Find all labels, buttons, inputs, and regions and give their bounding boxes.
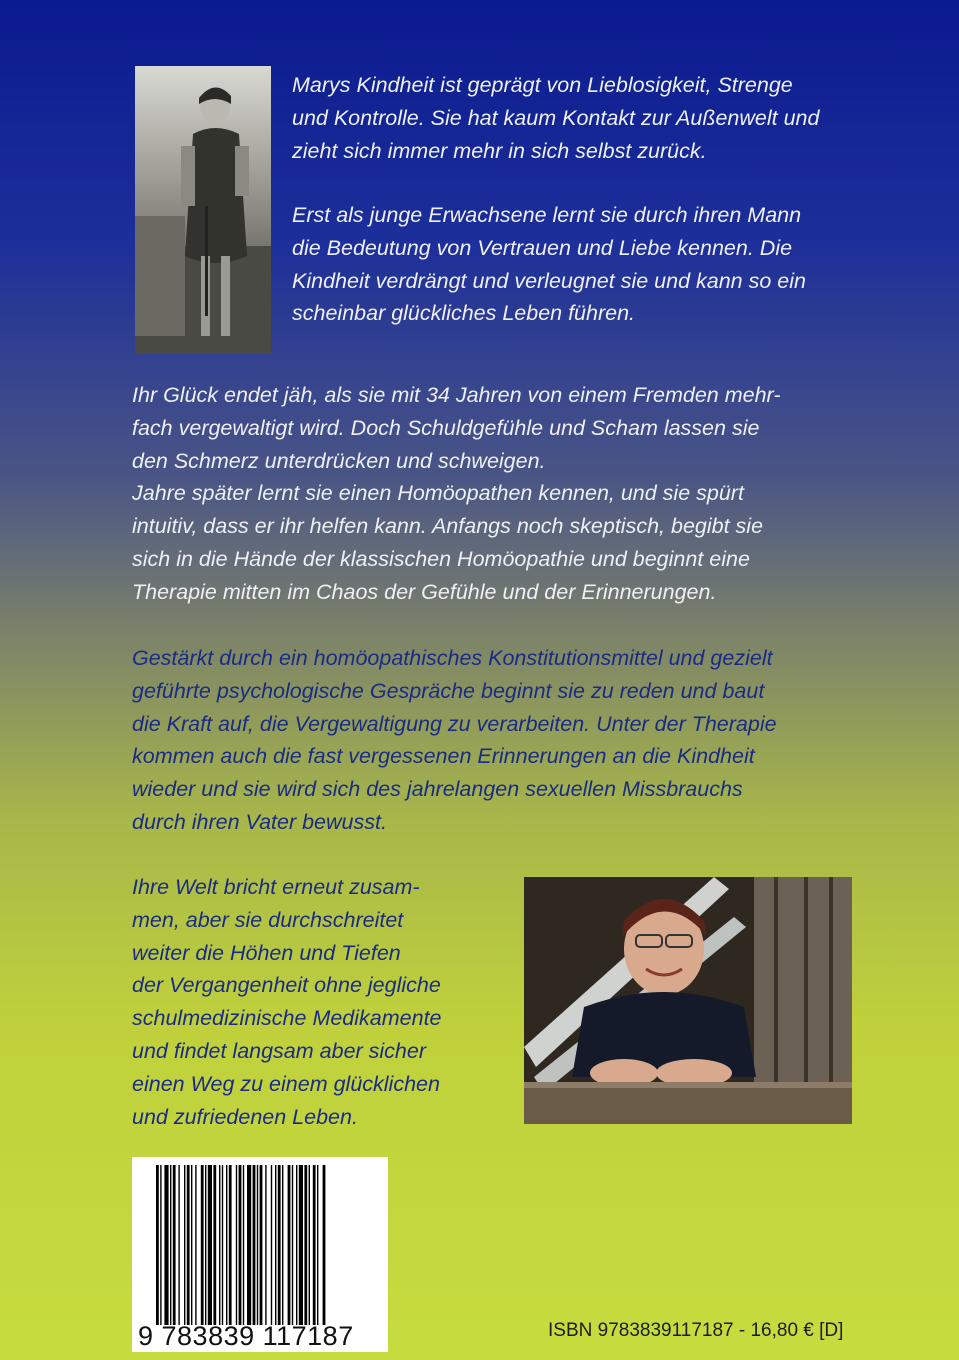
barcode-digits: 9 783839 117187 bbox=[138, 1321, 354, 1351]
paragraph-young-adult: Erst als junge Erwachsene lernt sie durch ihren Mann die Bedeutung von Vertrauen und Liebe kennen. Die Kindheit verdrängt und verleugnet sie und kann so ein scheinbar glückliches Leben führen. bbox=[292, 203, 806, 326]
paragraph-trauma: Ihr Glück endet jäh, als sie mit 34 Jahren von einem Fremden mehr- fach vergewaltigt wird. Doch Schuldgefühle und Scham lassen sie den Schmerz unterdrücken und schweigen. Jahre später lernt sie einen Homöopathen kennen, und sie spürt intuitiv, dass er ihr helfen kann. Anfangs noch skeptisch, begibt sie sich in die Hände der klassischen Homöopathie und beginnt eine Therapie mitten im Chaos der Gefühle und der Erinnerungen. bbox=[132, 383, 781, 604]
barcode-bars bbox=[140, 1165, 380, 1325]
isbn-price: ISBN 9783839117187 - 16,80 € [D] bbox=[548, 1320, 844, 1341]
paragraph-therapy: Gestärkt durch ein homöopathisches Konstitutionsmittel und gezielt geführte psychologische Gespräche beginnt sie zu reden und baut die Kraft auf, die Vergewaltigung zu verarbeiten. Unter der Therapie kommen auch die fast vergessenen Erinnerungen an die Kindheit wieder und sie wird sich des jahrelangen sexuellen Missbrauchs durch ihren Vater bewusst. bbox=[132, 646, 777, 834]
intro-paragraph-childhood: Marys Kindheit ist geprägt von Lieblosigkeit, Strenge und Kontrolle. Sie hat kaum Kontakt zur Außenwelt und zieht sich immer mehr in sich selbst zurück. bbox=[292, 73, 820, 163]
barcode bbox=[132, 1157, 388, 1352]
childhood-photo bbox=[135, 66, 271, 354]
paragraph-conclusion: Ihre Welt bricht erneut zusam- men, aber sie durchschreitet weiter die Höhen und Tiefen der Vergangenheit ohne jegliche schulmedizinische Medikamente und findet langsam aber sicher einen Weg zu einem glücklichen und zufriedenen Leben. bbox=[132, 875, 442, 1129]
author-photo bbox=[524, 877, 852, 1124]
